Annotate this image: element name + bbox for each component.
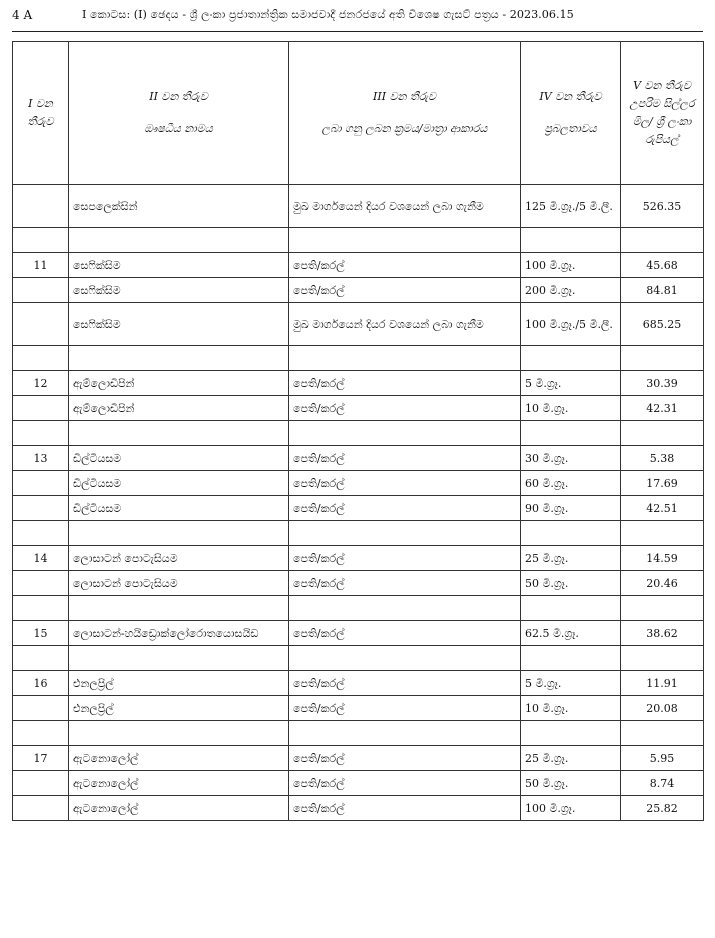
row-number-cell: [13, 396, 69, 421]
row-number-cell: [13, 185, 69, 228]
strength-cell: 200 මි.ග්‍රෑ.: [521, 278, 621, 303]
row-number-cell: [13, 303, 69, 346]
price-cell: [621, 721, 704, 746]
dosage-form-cell: පෙති/කරල්: [289, 371, 521, 396]
table-row: [13, 396, 704, 421]
row-number-cell: 16: [13, 671, 69, 696]
drug-name-cell: ඇටනොලෝල්: [69, 771, 289, 796]
drug-name-cell: [69, 421, 289, 446]
row-number-cell: [13, 596, 69, 621]
row-number-cell: [13, 521, 69, 546]
price-cell: 25.82: [621, 796, 704, 821]
row-number-cell: [13, 696, 69, 721]
strength-cell: [521, 521, 621, 546]
drug-name-cell: ඇටනොලෝල්: [69, 796, 289, 821]
drug-name-cell: [69, 596, 289, 621]
dosage-form-cell: පෙති/කරල්: [289, 278, 521, 303]
dosage-form-cell: [289, 346, 521, 371]
price-cell: [621, 346, 704, 371]
drug-name-cell: [69, 646, 289, 671]
strength-cell: 100 මි.ග්‍රෑ.: [521, 253, 621, 278]
table-row: [13, 646, 704, 671]
drug-name-cell: සෙෆික්සිම: [69, 278, 289, 303]
drug-name-cell: [69, 521, 289, 546]
dosage-form-cell: පෙති/කරල්: [289, 796, 521, 821]
drug-name-cell: එනලප්‍රිල්: [69, 696, 289, 721]
dosage-form-cell: පෙති/කරල්: [289, 471, 521, 496]
dosage-form-cell: පෙති/කරල්: [289, 746, 521, 771]
row-number-cell: [13, 471, 69, 496]
gazette-title: I කොටස: (I) ඡෙදය - ශ්‍රී ලංකා ප්‍රජාතාන්ත්‍රික සමාජවාදී ජනරජයේ අති විශෙෂ ගැසට් පත්‍රය - 2023.06.15: [82, 8, 574, 21]
price-cell: 42.51: [621, 496, 704, 521]
row-number-cell: [13, 228, 69, 253]
table-row: [13, 746, 704, 771]
row-number-cell: 13: [13, 446, 69, 471]
strength-cell: [521, 646, 621, 671]
strength-cell: 50 මි.ග්‍රෑ.: [521, 571, 621, 596]
drug-name-cell: ඇම්ලොඩිපින්: [69, 396, 289, 421]
drug-name-cell: [69, 721, 289, 746]
dosage-form-cell: පෙති/කරල්: [289, 621, 521, 646]
row-number-cell: [13, 346, 69, 371]
column-header-4: IV වන තීරුව ප්‍රබලතාවය: [521, 42, 621, 185]
price-cell: 38.62: [621, 621, 704, 646]
strength-cell: [521, 421, 621, 446]
drug-name-cell: ලොසාටන් පොටැසියම: [69, 571, 289, 596]
table-row: [13, 696, 704, 721]
row-number-cell: [13, 496, 69, 521]
table-row: [13, 185, 704, 228]
price-cell: 17.69: [621, 471, 704, 496]
table-header-row: [13, 42, 704, 185]
row-number-cell: [13, 771, 69, 796]
strength-cell: 30 මි.ග්‍රෑ.: [521, 446, 621, 471]
strength-cell: 100 මි.ග්‍රෑ./5 මි.ලී.: [521, 303, 621, 346]
table-row: [13, 521, 704, 546]
price-cell: [621, 421, 704, 446]
price-cell: 42.31: [621, 396, 704, 421]
price-cell: 14.59: [621, 546, 704, 571]
strength-cell: 10 මි.ග්‍රෑ.: [521, 696, 621, 721]
dosage-form-cell: [289, 421, 521, 446]
dosage-form-cell: පෙති/කරල්: [289, 771, 521, 796]
row-number-cell: [13, 796, 69, 821]
price-cell: 30.39: [621, 371, 704, 396]
price-cell: [621, 596, 704, 621]
table-row: [13, 303, 704, 346]
drug-name-cell: ඩිල්ටියසම: [69, 446, 289, 471]
dosage-form-cell: මුඛ මාර්ගයෙන් දියර වශයෙන් ලබා ගැනීම: [289, 303, 521, 346]
drug-name-cell: සෙෆික්සිම: [69, 253, 289, 278]
price-cell: 84.81: [621, 278, 704, 303]
price-cell: 8.74: [621, 771, 704, 796]
column-header-5: V වන තීරුව උපරිම සිල්ලර මිල/ ශ්‍රී ලංකා රුපියල්: [621, 42, 704, 185]
table-row: [13, 278, 704, 303]
drug-name-cell: ඩිල්ටියසම: [69, 496, 289, 521]
table-row: [13, 228, 704, 253]
dosage-form-cell: පෙති/කරල්: [289, 446, 521, 471]
table-row: [13, 721, 704, 746]
table-row: [13, 471, 704, 496]
dosage-form-cell: පෙති/කරල්: [289, 571, 521, 596]
dosage-form-cell: [289, 721, 521, 746]
dosage-form-cell: පෙති/කරල්: [289, 496, 521, 521]
page-header: [12, 8, 702, 30]
table-row: [13, 421, 704, 446]
strength-cell: 100 මි.ග්‍රෑ.: [521, 796, 621, 821]
drug-name-cell: [69, 346, 289, 371]
table-row: [13, 496, 704, 521]
row-number-cell: 14: [13, 546, 69, 571]
price-cell: 5.38: [621, 446, 704, 471]
drug-name-cell: ඇටනොලෝල්: [69, 746, 289, 771]
strength-cell: 125 මි.ග්‍රෑ./5 මි.ලී.: [521, 185, 621, 228]
drug-name-cell: සෙපලෙක්සින්: [69, 185, 289, 228]
column-header-3: III වන තීරුව ලබා ගනු ලබන ක්‍රමය/මාත්‍රා ආකාරය: [289, 42, 521, 185]
row-number-cell: [13, 571, 69, 596]
drug-name-cell: එනලප්‍රිල්: [69, 671, 289, 696]
table-row: [13, 446, 704, 471]
price-cell: [621, 521, 704, 546]
price-cell: 20.08: [621, 696, 704, 721]
row-number-cell: 11: [13, 253, 69, 278]
drug-name-cell: [69, 228, 289, 253]
row-number-cell: [13, 646, 69, 671]
dosage-form-cell: පෙති/කරල්: [289, 253, 521, 278]
dosage-form-cell: [289, 521, 521, 546]
strength-cell: 25 මි.ග්‍රෑ.: [521, 546, 621, 571]
strength-cell: 62.5 මි.ග්‍රෑ.: [521, 621, 621, 646]
strength-cell: [521, 228, 621, 253]
strength-cell: [521, 596, 621, 621]
strength-cell: 5 මි.ග්‍රෑ.: [521, 671, 621, 696]
price-cell: 5.95: [621, 746, 704, 771]
strength-cell: 60 මි.ග්‍රෑ.: [521, 471, 621, 496]
drug-name-cell: ලොසාටන්-හයිඩ්‍රොක්ලෝරොතයොසයිඩ: [69, 621, 289, 646]
strength-cell: [521, 721, 621, 746]
table-row: [13, 546, 704, 571]
dosage-form-cell: පෙති/කරල්: [289, 546, 521, 571]
row-number-cell: [13, 721, 69, 746]
row-number-cell: 12: [13, 371, 69, 396]
table-row: [13, 371, 704, 396]
table-row: [13, 671, 704, 696]
price-cell: 526.35: [621, 185, 704, 228]
drug-name-cell: ලොසාටන් පොටැසියම: [69, 546, 289, 571]
dosage-form-cell: [289, 596, 521, 621]
table-row: [13, 796, 704, 821]
price-cell: 20.46: [621, 571, 704, 596]
strength-cell: 10 මි.ග්‍රෑ.: [521, 396, 621, 421]
strength-cell: 50 මි.ග්‍රෑ.: [521, 771, 621, 796]
dosage-form-cell: මුඛ මාර්ගයෙන් දියර වශයෙන් ලබා ගැනීම: [289, 185, 521, 228]
strength-cell: [521, 346, 621, 371]
table-row: [13, 346, 704, 371]
row-number-cell: [13, 278, 69, 303]
column-header-1: I වන තීරුව: [13, 42, 69, 185]
strength-cell: 90 මි.ග්‍රෑ.: [521, 496, 621, 521]
price-table: [12, 41, 704, 821]
header-rule: [12, 31, 703, 32]
price-cell: [621, 646, 704, 671]
price-cell: 45.68: [621, 253, 704, 278]
column-header-2: II වන තීරුව ඖෂධීය නාමය: [69, 42, 289, 185]
page-number: 4 A: [12, 8, 33, 22]
price-cell: 11.91: [621, 671, 704, 696]
table-row: [13, 253, 704, 278]
dosage-form-cell: පෙති/කරල්: [289, 671, 521, 696]
table-row: [13, 596, 704, 621]
table-row: [13, 621, 704, 646]
table-row: [13, 771, 704, 796]
price-cell: 685.25: [621, 303, 704, 346]
drug-name-cell: ඇම්ලොඩිපින්: [69, 371, 289, 396]
dosage-form-cell: පෙති/කරල්: [289, 696, 521, 721]
drug-name-cell: සෙෆික්සිම: [69, 303, 289, 346]
drug-name-cell: ඩිල්ටියසම: [69, 471, 289, 496]
price-cell: [621, 228, 704, 253]
row-number-cell: [13, 421, 69, 446]
row-number-cell: 15: [13, 621, 69, 646]
dosage-form-cell: [289, 228, 521, 253]
dosage-form-cell: පෙති/කරල්: [289, 396, 521, 421]
table-row: [13, 571, 704, 596]
strength-cell: 25 මි.ග්‍රෑ.: [521, 746, 621, 771]
row-number-cell: 17: [13, 746, 69, 771]
dosage-form-cell: [289, 646, 521, 671]
strength-cell: 5 මි.ග්‍රෑ.: [521, 371, 621, 396]
